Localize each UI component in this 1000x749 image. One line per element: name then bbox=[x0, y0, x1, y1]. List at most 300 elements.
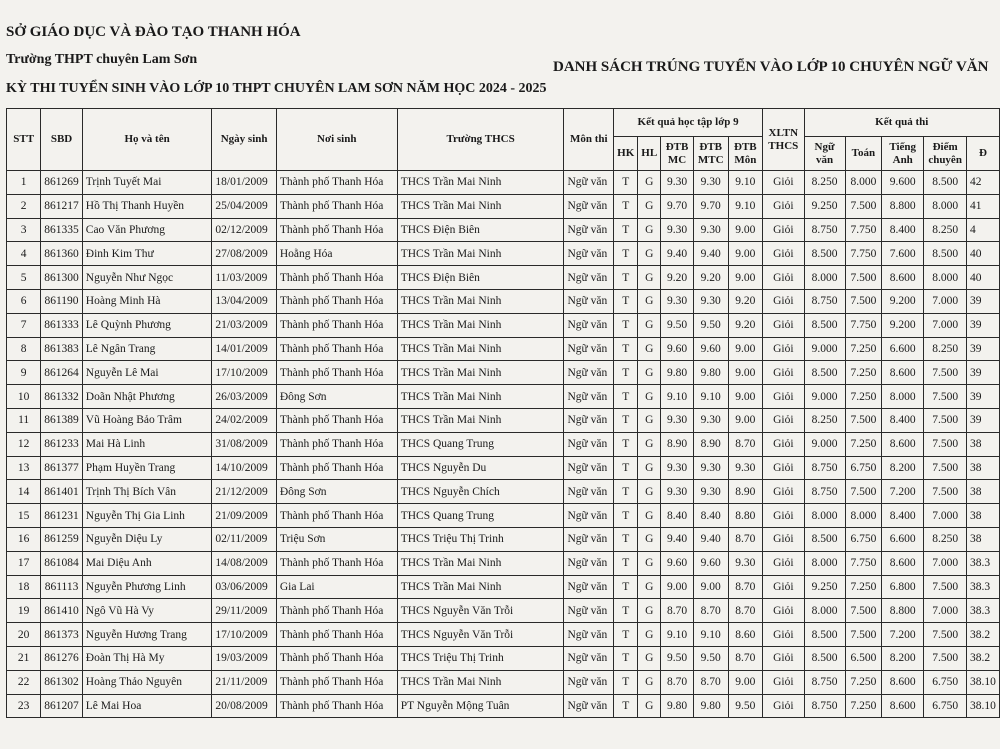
cell-sbd: 861269 bbox=[41, 171, 83, 195]
cell-dtb-mtc: 8.70 bbox=[693, 599, 728, 623]
cell-school: THCS Trần Mai Ninh bbox=[397, 337, 564, 361]
cell-anh: 9.600 bbox=[882, 171, 924, 195]
cell-hl: G bbox=[638, 599, 661, 623]
cell-toan: 7.250 bbox=[845, 575, 882, 599]
cell-birthplace: Thành phố Thanh Hóa bbox=[276, 504, 397, 528]
cell-school: THCS Điện Biên bbox=[397, 266, 564, 290]
cell-hl: G bbox=[638, 194, 661, 218]
cell-van: 8.500 bbox=[804, 242, 845, 266]
cell-dtb-mtc: 9.30 bbox=[693, 408, 728, 432]
cell-birthplace: Thành phố Thanh Hóa bbox=[276, 456, 397, 480]
cell-school: PT Nguyễn Mộng Tuân bbox=[397, 694, 564, 718]
table-row bbox=[7, 361, 1000, 385]
table-row bbox=[7, 480, 1000, 504]
cell-subject: Ngữ văn bbox=[564, 623, 614, 647]
cell-xltn: Giỏi bbox=[763, 313, 804, 337]
cell-birthplace: Thành phố Thanh Hóa bbox=[276, 646, 397, 670]
cell-dtb-mc: 8.40 bbox=[661, 504, 694, 528]
cell-anh: 8.000 bbox=[882, 385, 924, 409]
cell-van: 8.750 bbox=[804, 289, 845, 313]
cell-dob: 14/08/2009 bbox=[212, 551, 276, 575]
cell-van: 9.250 bbox=[804, 575, 845, 599]
cell-hl: G bbox=[638, 432, 661, 456]
cell-subject: Ngữ văn bbox=[564, 599, 614, 623]
cell-subject: Ngữ văn bbox=[564, 527, 614, 551]
cell-dob: 17/10/2009 bbox=[212, 361, 276, 385]
table-row bbox=[7, 194, 1000, 218]
cell-dtb-mon: 9.00 bbox=[728, 408, 762, 432]
cell-name: Nguyễn Thị Gia Linh bbox=[82, 504, 212, 528]
cell-toan: 7.500 bbox=[845, 599, 882, 623]
cell-anh: 8.600 bbox=[882, 670, 924, 694]
cell-van: 8.250 bbox=[804, 171, 845, 195]
table-row bbox=[7, 504, 1000, 528]
cell-dob: 11/03/2009 bbox=[212, 266, 276, 290]
cell-hl: G bbox=[638, 337, 661, 361]
cell-xltn: Giỏi bbox=[763, 432, 804, 456]
cell-dtb-mtc: 9.40 bbox=[693, 527, 728, 551]
cell-school: THCS Triệu Thị Trinh bbox=[397, 646, 564, 670]
cell-hl: G bbox=[638, 623, 661, 647]
cell-name: Mai Hà Linh bbox=[82, 432, 212, 456]
cell-hk: T bbox=[614, 289, 638, 313]
cell-hk: T bbox=[614, 504, 638, 528]
cell-name: Lê Ngân Trang bbox=[82, 337, 212, 361]
cell-total: 40 bbox=[967, 242, 1000, 266]
cell-birthplace: Thành phố Thanh Hóa bbox=[276, 623, 397, 647]
cell-xltn: Giỏi bbox=[763, 337, 804, 361]
table-row bbox=[7, 646, 1000, 670]
cell-hl: G bbox=[638, 480, 661, 504]
table-row bbox=[7, 599, 1000, 623]
cell-xltn: Giỏi bbox=[763, 361, 804, 385]
cell-dtb-mon: 9.10 bbox=[728, 194, 762, 218]
cell-school: THCS Quang Trung bbox=[397, 504, 564, 528]
cell-hl: G bbox=[638, 408, 661, 432]
cell-name: Trịnh Thị Bích Vân bbox=[82, 480, 212, 504]
cell-stt: 9 bbox=[7, 361, 41, 385]
cell-school: THCS Nguyễn Văn Trỗi bbox=[397, 599, 564, 623]
cell-dob: 31/08/2009 bbox=[212, 432, 276, 456]
cell-anh: 8.800 bbox=[882, 599, 924, 623]
cell-birthplace: Thành phố Thanh Hóa bbox=[276, 266, 397, 290]
cell-total: 38.10 bbox=[967, 670, 1000, 694]
cell-dtb-mon: 9.00 bbox=[728, 266, 762, 290]
cell-dtb-mon: 9.00 bbox=[728, 385, 762, 409]
cell-name: Đoàn Thị Hà My bbox=[82, 646, 212, 670]
cell-dtb-mtc: 9.00 bbox=[693, 575, 728, 599]
cell-hl: G bbox=[638, 646, 661, 670]
cell-dtb-mc: 9.40 bbox=[661, 242, 694, 266]
cell-total: 4 bbox=[967, 218, 1000, 242]
cell-stt: 17 bbox=[7, 551, 41, 575]
cell-dtb-mtc: 9.10 bbox=[693, 385, 728, 409]
cell-anh: 8.200 bbox=[882, 646, 924, 670]
cell-dtb-mon: 8.70 bbox=[728, 575, 762, 599]
cell-sbd: 861190 bbox=[41, 289, 83, 313]
cell-sbd: 861207 bbox=[41, 694, 83, 718]
table-row bbox=[7, 218, 1000, 242]
cell-toan: 7.250 bbox=[845, 670, 882, 694]
cell-hk: T bbox=[614, 646, 638, 670]
cell-dob: 21/12/2009 bbox=[212, 480, 276, 504]
table-row bbox=[7, 623, 1000, 647]
cell-hk: T bbox=[614, 361, 638, 385]
cell-name: Trịnh Tuyết Mai bbox=[82, 171, 212, 195]
cell-chuyen: 8.250 bbox=[924, 527, 967, 551]
cell-dtb-mc: 9.80 bbox=[661, 361, 694, 385]
table-row bbox=[7, 670, 1000, 694]
cell-hk: T bbox=[614, 575, 638, 599]
cell-name: Vũ Hoàng Bảo Trâm bbox=[82, 408, 212, 432]
cell-dtb-mc: 9.10 bbox=[661, 623, 694, 647]
cell-hl: G bbox=[638, 171, 661, 195]
cell-stt: 19 bbox=[7, 599, 41, 623]
cell-toan: 7.750 bbox=[845, 313, 882, 337]
cell-dtb-mon: 8.70 bbox=[728, 646, 762, 670]
cell-sbd: 861302 bbox=[41, 670, 83, 694]
cell-hk: T bbox=[614, 194, 638, 218]
list-title: DANH SÁCH TRÚNG TUYỂN VÀO LỚP 10 CHUYÊN NGỮ VĂN bbox=[553, 59, 989, 75]
cell-dtb-mc: 9.70 bbox=[661, 194, 694, 218]
cell-stt: 12 bbox=[7, 432, 41, 456]
cell-sbd: 861276 bbox=[41, 646, 83, 670]
cell-dtb-mc: 9.50 bbox=[661, 646, 694, 670]
cell-dtb-mon: 9.50 bbox=[728, 694, 762, 718]
cell-hk: T bbox=[614, 480, 638, 504]
cell-dtb-mc: 9.30 bbox=[661, 480, 694, 504]
cell-van: 9.000 bbox=[804, 385, 845, 409]
cell-school: THCS Trần Mai Ninh bbox=[397, 194, 564, 218]
cell-dtb-mon: 9.00 bbox=[728, 242, 762, 266]
cell-xltn: Giỏi bbox=[763, 599, 804, 623]
cell-dtb-mc: 9.30 bbox=[661, 408, 694, 432]
cell-total: 38.10 bbox=[967, 694, 1000, 718]
cell-anh: 8.800 bbox=[882, 194, 924, 218]
col-van: Ngữ văn bbox=[804, 137, 845, 171]
cell-subject: Ngữ văn bbox=[564, 313, 614, 337]
col-group-grade9: Kết quả học tập lớp 9 bbox=[614, 109, 763, 137]
cell-xltn: Giỏi bbox=[763, 646, 804, 670]
cell-total: 38.2 bbox=[967, 623, 1000, 647]
cell-hl: G bbox=[638, 266, 661, 290]
table-row bbox=[7, 551, 1000, 575]
cell-dtb-mc: 9.10 bbox=[661, 385, 694, 409]
cell-subject: Ngữ văn bbox=[564, 670, 614, 694]
cell-hk: T bbox=[614, 623, 638, 647]
cell-dob: 29/11/2009 bbox=[212, 599, 276, 623]
col-dtb-mtc: ĐTB MTC bbox=[693, 137, 728, 171]
cell-sbd: 861389 bbox=[41, 408, 83, 432]
cell-school: THCS Trần Mai Ninh bbox=[397, 670, 564, 694]
cell-van: 8.750 bbox=[804, 456, 845, 480]
cell-dtb-mtc: 9.60 bbox=[693, 337, 728, 361]
cell-birthplace: Thành phố Thanh Hóa bbox=[276, 289, 397, 313]
cell-chuyen: 7.500 bbox=[924, 480, 967, 504]
cell-dtb-mc: 9.30 bbox=[661, 171, 694, 195]
cell-van: 8.750 bbox=[804, 670, 845, 694]
cell-chuyen: 6.750 bbox=[924, 670, 967, 694]
cell-total: 38 bbox=[967, 480, 1000, 504]
cell-dob: 02/12/2009 bbox=[212, 218, 276, 242]
cell-dtb-mtc: 9.30 bbox=[693, 171, 728, 195]
cell-dtb-mc: 9.20 bbox=[661, 266, 694, 290]
cell-school: THCS Nguyễn Chích bbox=[397, 480, 564, 504]
cell-van: 8.000 bbox=[804, 599, 845, 623]
cell-van: 8.250 bbox=[804, 408, 845, 432]
cell-hk: T bbox=[614, 599, 638, 623]
cell-subject: Ngữ văn bbox=[564, 575, 614, 599]
cell-dtb-mon: 9.10 bbox=[728, 171, 762, 195]
cell-dtb-mc: 9.30 bbox=[661, 456, 694, 480]
cell-stt: 22 bbox=[7, 670, 41, 694]
cell-xltn: Giỏi bbox=[763, 551, 804, 575]
col-sbd: SBD bbox=[41, 109, 83, 171]
cell-chuyen: 7.000 bbox=[924, 289, 967, 313]
cell-sbd: 861233 bbox=[41, 432, 83, 456]
cell-school: THCS Trần Mai Ninh bbox=[397, 575, 564, 599]
cell-toan: 7.500 bbox=[845, 194, 882, 218]
cell-dtb-mtc: 9.80 bbox=[693, 694, 728, 718]
cell-total: 38.2 bbox=[967, 646, 1000, 670]
cell-school: THCS Điện Biên bbox=[397, 218, 564, 242]
cell-dtb-mc: 8.90 bbox=[661, 432, 694, 456]
cell-van: 8.750 bbox=[804, 218, 845, 242]
cell-birthplace: Thành phố Thanh Hóa bbox=[276, 694, 397, 718]
col-dtb-mc: ĐTB MC bbox=[661, 137, 694, 171]
cell-xltn: Giỏi bbox=[763, 504, 804, 528]
cell-total: 38 bbox=[967, 432, 1000, 456]
cell-school: THCS Trần Mai Ninh bbox=[397, 289, 564, 313]
col-dob: Ngày sinh bbox=[212, 109, 276, 171]
cell-dtb-mon: 9.30 bbox=[728, 551, 762, 575]
cell-xltn: Giỏi bbox=[763, 266, 804, 290]
cell-hl: G bbox=[638, 551, 661, 575]
cell-dob: 13/04/2009 bbox=[212, 289, 276, 313]
cell-subject: Ngữ văn bbox=[564, 289, 614, 313]
cell-total: 38.3 bbox=[967, 575, 1000, 599]
table-row bbox=[7, 242, 1000, 266]
cell-school: THCS Trần Mai Ninh bbox=[397, 361, 564, 385]
cell-dtb-mon: 8.70 bbox=[728, 527, 762, 551]
cell-stt: 14 bbox=[7, 480, 41, 504]
cell-sbd: 861360 bbox=[41, 242, 83, 266]
cell-chuyen: 7.500 bbox=[924, 646, 967, 670]
cell-hk: T bbox=[614, 527, 638, 551]
cell-dtb-mtc: 9.20 bbox=[693, 266, 728, 290]
cell-anh: 9.200 bbox=[882, 313, 924, 337]
cell-hk: T bbox=[614, 670, 638, 694]
cell-stt: 6 bbox=[7, 289, 41, 313]
col-toan: Toán bbox=[845, 137, 882, 171]
cell-school: THCS Trần Mai Ninh bbox=[397, 171, 564, 195]
cell-birthplace: Đông Sơn bbox=[276, 480, 397, 504]
cell-chuyen: 8.500 bbox=[924, 171, 967, 195]
cell-dtb-mtc: 9.30 bbox=[693, 218, 728, 242]
cell-stt: 10 bbox=[7, 385, 41, 409]
cell-subject: Ngữ văn bbox=[564, 646, 614, 670]
cell-van: 8.750 bbox=[804, 480, 845, 504]
cell-total: 39 bbox=[967, 361, 1000, 385]
cell-chuyen: 7.000 bbox=[924, 599, 967, 623]
cell-dtb-mc: 9.30 bbox=[661, 218, 694, 242]
cell-hl: G bbox=[638, 504, 661, 528]
cell-van: 8.500 bbox=[804, 527, 845, 551]
cell-xltn: Giỏi bbox=[763, 218, 804, 242]
cell-xltn: Giỏi bbox=[763, 575, 804, 599]
cell-toan: 6.500 bbox=[845, 646, 882, 670]
cell-van: 8.000 bbox=[804, 551, 845, 575]
col-subject: Môn thi bbox=[564, 109, 614, 171]
cell-dtb-mtc: 9.30 bbox=[693, 480, 728, 504]
cell-subject: Ngữ văn bbox=[564, 242, 614, 266]
cell-hk: T bbox=[614, 171, 638, 195]
cell-birthplace: Gia Lai bbox=[276, 575, 397, 599]
cell-birthplace: Thành phố Thanh Hóa bbox=[276, 361, 397, 385]
cell-dob: 03/06/2009 bbox=[212, 575, 276, 599]
cell-school: THCS Trần Mai Ninh bbox=[397, 385, 564, 409]
table-row bbox=[7, 527, 1000, 551]
cell-dob: 21/03/2009 bbox=[212, 313, 276, 337]
cell-anh: 8.400 bbox=[882, 504, 924, 528]
cell-dtb-mc: 9.50 bbox=[661, 313, 694, 337]
cell-sbd: 861333 bbox=[41, 313, 83, 337]
cell-chuyen: 8.250 bbox=[924, 218, 967, 242]
cell-van: 8.500 bbox=[804, 646, 845, 670]
cell-chuyen: 7.000 bbox=[924, 551, 967, 575]
cell-hl: G bbox=[638, 313, 661, 337]
cell-hl: G bbox=[638, 670, 661, 694]
cell-dtb-mtc: 9.50 bbox=[693, 646, 728, 670]
cell-toan: 8.000 bbox=[845, 171, 882, 195]
cell-subject: Ngữ văn bbox=[564, 480, 614, 504]
cell-sbd: 861383 bbox=[41, 337, 83, 361]
cell-subject: Ngữ văn bbox=[564, 385, 614, 409]
cell-total: 38 bbox=[967, 456, 1000, 480]
cell-dtb-mc: 9.30 bbox=[661, 289, 694, 313]
cell-hl: G bbox=[638, 218, 661, 242]
cell-anh: 7.200 bbox=[882, 480, 924, 504]
cell-birthplace: Hoằng Hóa bbox=[276, 242, 397, 266]
cell-birthplace: Thành phố Thanh Hóa bbox=[276, 171, 397, 195]
cell-xltn: Giỏi bbox=[763, 289, 804, 313]
cell-dob: 19/03/2009 bbox=[212, 646, 276, 670]
cell-van: 8.500 bbox=[804, 623, 845, 647]
department-title: SỞ GIÁO DỤC VÀ ĐÀO TẠO THANH HÓA bbox=[6, 24, 301, 40]
cell-toan: 7.250 bbox=[845, 432, 882, 456]
table-row bbox=[7, 575, 1000, 599]
cell-stt: 1 bbox=[7, 171, 41, 195]
cell-total: 42 bbox=[967, 171, 1000, 195]
cell-hl: G bbox=[638, 242, 661, 266]
cell-sbd: 861084 bbox=[41, 551, 83, 575]
cell-chuyen: 8.250 bbox=[924, 337, 967, 361]
cell-dob: 18/01/2009 bbox=[212, 171, 276, 195]
cell-hk: T bbox=[614, 266, 638, 290]
cell-chuyen: 8.500 bbox=[924, 242, 967, 266]
cell-xltn: Giỏi bbox=[763, 408, 804, 432]
cell-name: Lê Quỳnh Phương bbox=[82, 313, 212, 337]
cell-xltn: Giỏi bbox=[763, 385, 804, 409]
col-stt: STT bbox=[7, 109, 41, 171]
cell-dtb-mtc: 9.40 bbox=[693, 242, 728, 266]
cell-total: 39 bbox=[967, 313, 1000, 337]
cell-subject: Ngữ văn bbox=[564, 408, 614, 432]
cell-chuyen: 7.000 bbox=[924, 313, 967, 337]
cell-subject: Ngữ văn bbox=[564, 456, 614, 480]
table-row bbox=[7, 171, 1000, 195]
cell-name: Hồ Thị Thanh Huyền bbox=[82, 194, 212, 218]
col-xltn: XLTN THCS bbox=[763, 109, 804, 171]
cell-name: Mai Diệu Anh bbox=[82, 551, 212, 575]
cell-total: 41 bbox=[967, 194, 1000, 218]
cell-dtb-mtc: 8.40 bbox=[693, 504, 728, 528]
col-anh: Tiếng Anh bbox=[882, 137, 924, 171]
cell-anh: 6.800 bbox=[882, 575, 924, 599]
cell-dtb-mon: 9.00 bbox=[728, 361, 762, 385]
col-birthplace: Nơi sinh bbox=[276, 109, 397, 171]
cell-dtb-mon: 8.70 bbox=[728, 599, 762, 623]
cell-hk: T bbox=[614, 242, 638, 266]
cell-name: Cao Văn Phương bbox=[82, 218, 212, 242]
cell-van: 8.000 bbox=[804, 266, 845, 290]
cell-sbd: 861231 bbox=[41, 504, 83, 528]
table-row bbox=[7, 313, 1000, 337]
cell-birthplace: Thành phố Thanh Hóa bbox=[276, 599, 397, 623]
cell-hl: G bbox=[638, 575, 661, 599]
cell-dtb-mon: 9.30 bbox=[728, 456, 762, 480]
cell-total: 38.3 bbox=[967, 551, 1000, 575]
cell-chuyen: 7.500 bbox=[924, 456, 967, 480]
cell-birthplace: Thành phố Thanh Hóa bbox=[276, 670, 397, 694]
cell-dob: 26/03/2009 bbox=[212, 385, 276, 409]
cell-birthplace: Triệu Sơn bbox=[276, 527, 397, 551]
cell-chuyen: 7.500 bbox=[924, 623, 967, 647]
cell-xltn: Giỏi bbox=[763, 527, 804, 551]
cell-total: 38.3 bbox=[967, 599, 1000, 623]
cell-van: 8.000 bbox=[804, 504, 845, 528]
cell-dob: 02/11/2009 bbox=[212, 527, 276, 551]
cell-dob: 14/10/2009 bbox=[212, 456, 276, 480]
cell-dtb-mc: 9.60 bbox=[661, 551, 694, 575]
cell-dtb-mc: 8.70 bbox=[661, 670, 694, 694]
cell-sbd: 861401 bbox=[41, 480, 83, 504]
cell-stt: 3 bbox=[7, 218, 41, 242]
cell-anh: 8.200 bbox=[882, 456, 924, 480]
cell-toan: 7.750 bbox=[845, 242, 882, 266]
cell-toan: 7.750 bbox=[845, 551, 882, 575]
cell-hl: G bbox=[638, 289, 661, 313]
cell-subject: Ngữ văn bbox=[564, 266, 614, 290]
cell-dtb-mon: 9.20 bbox=[728, 289, 762, 313]
cell-subject: Ngữ văn bbox=[564, 337, 614, 361]
cell-dtb-mc: 9.60 bbox=[661, 337, 694, 361]
cell-toan: 6.750 bbox=[845, 527, 882, 551]
cell-hl: G bbox=[638, 694, 661, 718]
cell-subject: Ngữ văn bbox=[564, 218, 614, 242]
cell-van: 8.500 bbox=[804, 313, 845, 337]
cell-hk: T bbox=[614, 385, 638, 409]
cell-dtb-mtc: 9.10 bbox=[693, 623, 728, 647]
cell-sbd: 861300 bbox=[41, 266, 83, 290]
cell-stt: 15 bbox=[7, 504, 41, 528]
cell-school: THCS Nguyễn Văn Trỗi bbox=[397, 623, 564, 647]
cell-school: THCS Trần Mai Ninh bbox=[397, 551, 564, 575]
cell-hl: G bbox=[638, 456, 661, 480]
col-dtb-mon: ĐTB Môn bbox=[728, 137, 762, 171]
cell-anh: 8.600 bbox=[882, 432, 924, 456]
cell-stt: 16 bbox=[7, 527, 41, 551]
